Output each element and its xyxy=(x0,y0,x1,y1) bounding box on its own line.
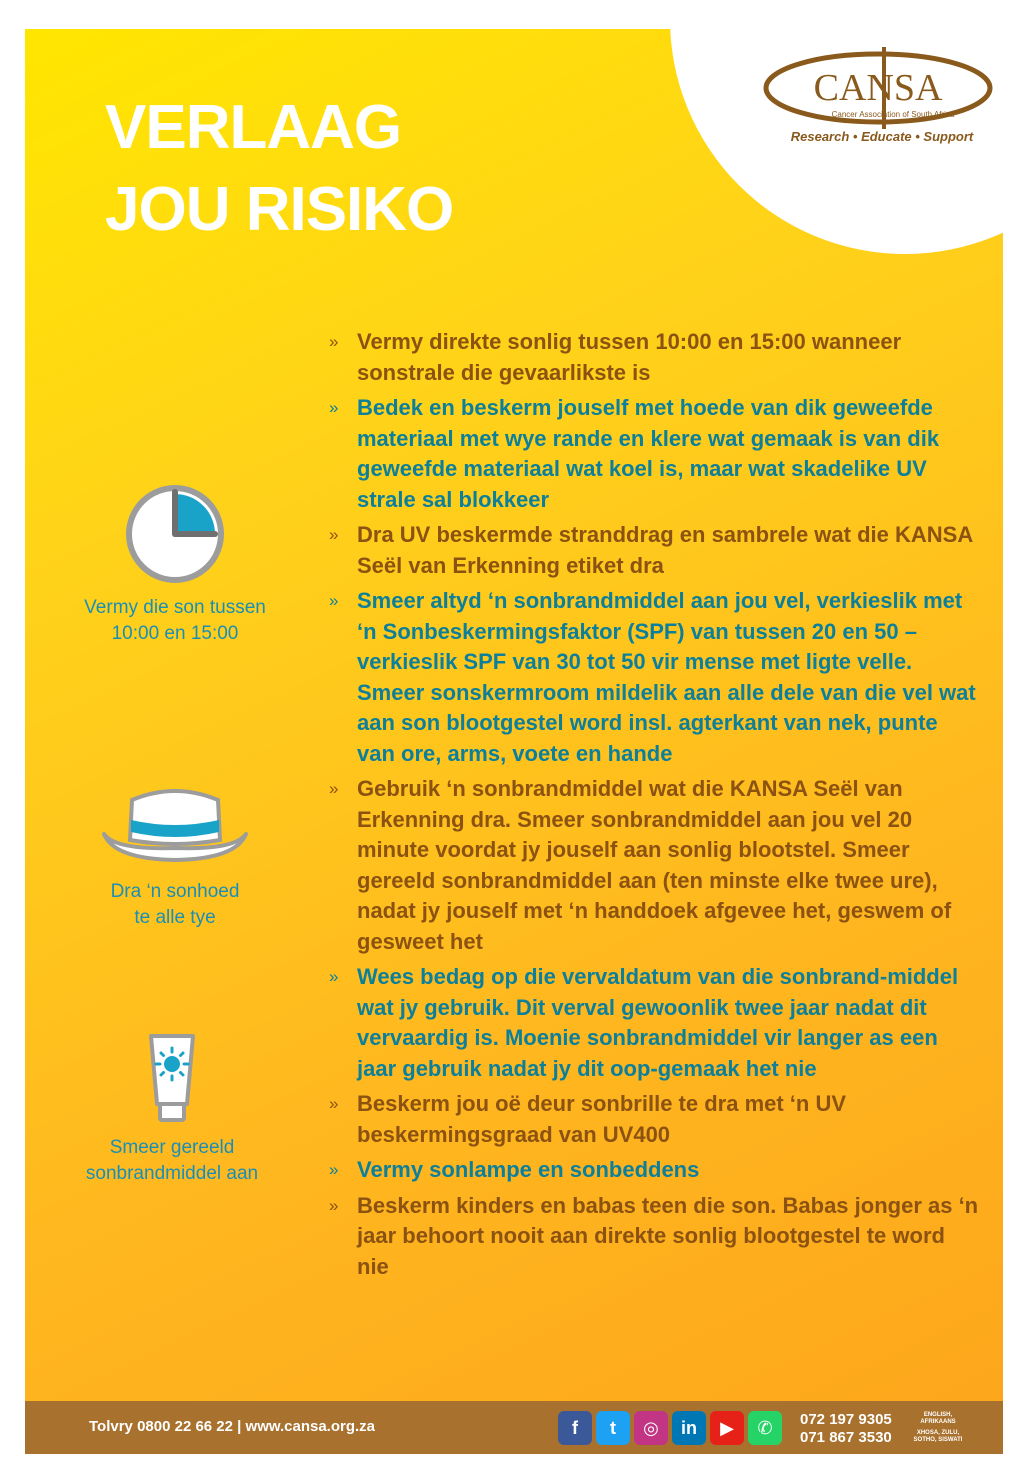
tip-item xyxy=(329,586,979,769)
bullet-chevron-icon: » xyxy=(329,1094,339,1113)
tip-emphasis: sonbrille xyxy=(580,1091,673,1116)
title-line-2: JOU RISIKO xyxy=(105,175,454,244)
tip-item xyxy=(329,1155,979,1186)
tip-emphasis: gereeld xyxy=(357,867,436,893)
tip-item xyxy=(329,962,979,1084)
tip-text: Dra xyxy=(357,522,400,547)
tip-text: van die sonbrand-middel wat jy gebruik. Dit verval gewoonlik twee jaar nadat dit vervaardig is. Moenie sonbrandmiddel vir langer as een jaar gebruik nadat jy dit oop-gemaak het nie xyxy=(357,964,959,1081)
bullet-chevron-icon: » xyxy=(329,779,339,798)
sunhat-caption-line-2: te alle tye xyxy=(134,907,216,928)
tip-text: Smeer altyd ‘n sonbrandmiddel aan jou vel, verkieslik met ‘n xyxy=(357,588,963,644)
tip-emphasis: vervaldatum xyxy=(561,964,692,989)
phone-1-languages: ENGLISH, AFRIKAANS xyxy=(920,1412,956,1425)
logo-org: Cancer Association of South Africa xyxy=(831,110,955,119)
footer xyxy=(25,1401,1003,1454)
sunscreen-caption xyxy=(47,1135,297,1187)
phone-2-languages: XHOSA, ZULU, SOTHO, SISWATI xyxy=(913,1430,963,1443)
tip-text: wanneer sonstrale die gevaarlikste is xyxy=(357,329,902,385)
facebook-icon[interactable]: f xyxy=(558,1411,592,1445)
tip-text: sonbrandmiddel aan (ten minste elke twee ure), nadat jy jouself met ‘n handdoek afgevee het, geswem of gesweet het xyxy=(357,867,952,954)
sunhat-caption xyxy=(50,879,300,931)
bullet-chevron-icon: » xyxy=(329,398,339,417)
bullet-chevron-icon: » xyxy=(329,332,339,351)
sunhat-block xyxy=(50,784,300,931)
clock-caption-line-1: Vermy die son tussen xyxy=(84,597,266,618)
tip-text: stranddrag en sambrele wat die KANSA Seël van Erkenning etiket dra xyxy=(357,522,973,578)
page-title xyxy=(105,87,453,251)
tip-emphasis: Sonbeskermingsfaktor xyxy=(382,618,622,644)
tip-text: Gebruik ‘n sonbrandmiddel wat die xyxy=(357,776,730,801)
logo-tagline: Research • Educate • Support xyxy=(790,129,974,144)
whatsapp-icon[interactable]: ✆ xyxy=(748,1411,782,1445)
bullet-chevron-icon: » xyxy=(329,525,339,544)
clock-block xyxy=(50,484,300,647)
tip-item xyxy=(329,774,979,957)
bullet-chevron-icon: » xyxy=(329,591,339,610)
logo-name: CANSA xyxy=(813,67,943,109)
tip-emphasis: Vermy direkte sonlig tussen 10:00 en 15:00 xyxy=(357,329,806,354)
tip-item xyxy=(329,393,979,515)
tip-emphasis: UV beskermde xyxy=(399,522,553,547)
tip-text: met hoede van dik geweefde materiaal met wye rande en klere wat gemaak is van dik geweefde materiaal wat koel is, maar wat skadelike UV strale sal blokkeer xyxy=(357,395,940,512)
clock-caption-line-2: 10:00 en 15:00 xyxy=(111,623,239,644)
sunhat-icon xyxy=(100,784,250,868)
tip-text: (SPF) van tussen 20 en 50 – verkieslik SPF van 30 tot 50 vir mense met ligte velle. Smeer sonskermroom mildelik aan alle dele van die vel wat aan son blootgestel word insl. agterkant van nek, punte van ore, arms, voete en hande xyxy=(357,618,976,766)
sunscreen-block xyxy=(47,1032,297,1187)
tip-text: . Smeer sonbrandmiddel aan jou vel 20 minute voordat jy jouself aan sonlig blootstel. Smeer xyxy=(357,806,913,862)
phone-numbers xyxy=(800,1410,968,1446)
clock-icon xyxy=(125,484,225,584)
tip-text: sonlampe en xyxy=(423,1157,570,1182)
tip-emphasis: Beskerm kinders en babas xyxy=(357,1192,636,1218)
tip-text: teen die son. Babas jonger as ‘n jaar behoort nooit aan direkte sonlig blootgestel te word nie xyxy=(357,1192,979,1279)
youtube-icon[interactable]: ▶ xyxy=(710,1411,744,1445)
tip-item xyxy=(329,520,979,581)
instagram-icon[interactable]: ◎ xyxy=(634,1411,668,1445)
clock-caption xyxy=(50,595,300,647)
tip-emphasis: Vermy xyxy=(357,1157,424,1182)
tip-emphasis: KANSA Seël van Erkenning dra xyxy=(357,776,903,832)
tip-text: Beskerm jou oë deur xyxy=(357,1091,581,1116)
social-icons xyxy=(558,1411,782,1445)
tips-list xyxy=(329,327,979,1287)
tip-text: te dra met ‘n UV beskermingsgraad van UV400 xyxy=(357,1091,847,1147)
linkedin-icon[interactable]: in xyxy=(672,1411,706,1445)
tip-emphasis: sonbeddens xyxy=(569,1157,700,1182)
sunscreen-tube-icon xyxy=(147,1032,197,1124)
tip-item xyxy=(329,1089,979,1150)
tip-text: Wees bedag op die xyxy=(357,964,562,989)
sunscreen-caption-line-1: Smeer gereeld xyxy=(109,1137,235,1158)
phone-1: 072 197 9305 xyxy=(800,1410,892,1428)
title-line-1: VERLAAG xyxy=(105,93,402,162)
tip-item xyxy=(329,1191,979,1283)
bullet-chevron-icon: » xyxy=(329,1195,339,1215)
poster xyxy=(25,29,1003,1454)
sunscreen-caption-line-2: sonbrandmiddel aan xyxy=(85,1163,259,1184)
bullet-chevron-icon: » xyxy=(329,1160,339,1179)
sunhat-caption-line-1: Dra ‘n sonhoed xyxy=(110,881,240,902)
phone-2: 071 867 3530 xyxy=(800,1428,892,1446)
tip-emphasis: Bedek en beskerm jouself xyxy=(357,395,629,420)
bullet-chevron-icon: » xyxy=(329,967,339,986)
tip-item xyxy=(329,327,979,388)
twitter-icon[interactable]: t xyxy=(596,1411,630,1445)
footer-contact: Tolvry 0800 22 66 22 | www.cansa.org.za xyxy=(89,1418,376,1435)
